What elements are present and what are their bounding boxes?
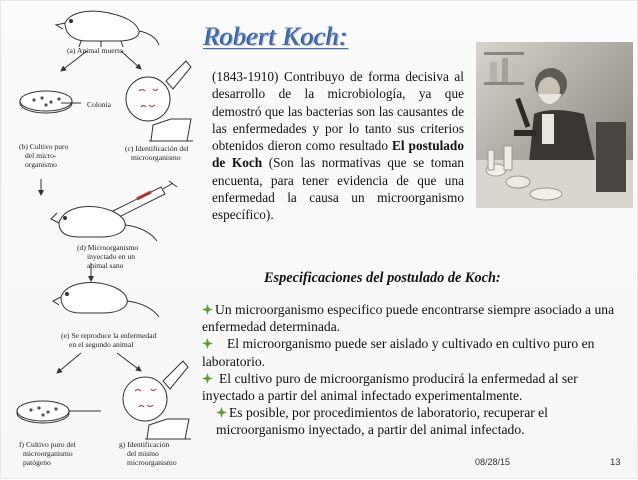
diagram-label: patógeno — [23, 458, 51, 467]
scientist-photo — [476, 42, 633, 208]
list-item — [202, 301, 627, 335]
list-item-text: Un microorganismo especifico puede encontrarse siempre asociado a una enfermedad determinada. — [202, 302, 615, 335]
petri-dish-icon — [17, 401, 69, 423]
diagram-label: Colonia — [87, 100, 112, 109]
diagram-label: inyectado en un — [87, 252, 136, 261]
leaf-icon — [202, 304, 213, 315]
diagram-label: g) Identificación — [119, 440, 170, 449]
diagram-label: (a) Animal muerto — [67, 46, 124, 55]
slide-date: 08/28/15 — [475, 457, 511, 467]
diagram-label: f) Cultivo puro del — [19, 440, 76, 449]
diagram-label: en el segundo animal — [69, 340, 134, 349]
diagram-label: (c) Identificación del — [125, 144, 189, 153]
diagram-label: microorganismo — [23, 449, 73, 458]
list-item — [202, 335, 627, 369]
list-item-text: El cultivo puro de microorganismo producirá la enfermedad al ser inyectado a partir del animal infectado experimentalmente. — [202, 370, 578, 404]
diagram-label: (e) Se reproduce la enfermedad — [61, 331, 157, 340]
bio-text: (1843-1910) Contribuyo de forma decisiva al desarrollo de la microbiología, ya que demostró que las bacterias son las causantes de las enfermedades y por lo tanto sus criterios obtenidos dieron como resultado — [212, 69, 464, 154]
leaf-icon — [202, 338, 213, 349]
spec-list — [202, 301, 627, 439]
bio-bold-term: El postulado de Koch — [212, 138, 464, 171]
sick-mouse-icon — [53, 283, 159, 317]
diagram-label: del micro- — [25, 151, 57, 160]
diagram-label: (d) Microorganismo — [77, 243, 139, 252]
diagram-label: del mismo — [127, 449, 159, 458]
slide-title: Robert Koch: — [204, 22, 349, 51]
list-item-text: El microorganismo puede ser aislado y cultivado en cultivo puro en laboratorio. — [202, 336, 595, 369]
list-item — [202, 404, 627, 438]
healthy-mouse-icon — [51, 207, 157, 241]
leaf-icon — [216, 407, 227, 418]
list-item — [202, 370, 627, 404]
diagram-label: organismo — [25, 160, 57, 169]
dead-mouse-icon — [56, 11, 159, 47]
bio-text: (Son las normativas que se toman encuenta, para tener evidencia de que una enfermedad la causa un microorganismo específico). — [212, 155, 464, 223]
bio-paragraph — [212, 68, 464, 224]
microscope-icon — [126, 61, 193, 141]
diagram-label: microorganismo — [131, 153, 181, 162]
diagram-label: animal sano — [87, 261, 124, 270]
petri-dish-icon — [20, 91, 72, 113]
leaf-icon — [202, 373, 213, 384]
diagram-label: microorganismo — [127, 458, 177, 467]
list-item-text: Es posible, por procedimientos de laboratorio, recuperar el microorganismo inyectado, a partir del animal infectado. — [216, 405, 548, 438]
koch-postulates-diagram — [1, 1, 201, 480]
spec-heading: Especificaciones del postulado de Koch: — [264, 270, 501, 286]
page-number: 13 — [610, 457, 621, 468]
diagram-label: (b) Cultivo puro — [19, 142, 69, 151]
microscope-icon — [123, 361, 191, 439]
